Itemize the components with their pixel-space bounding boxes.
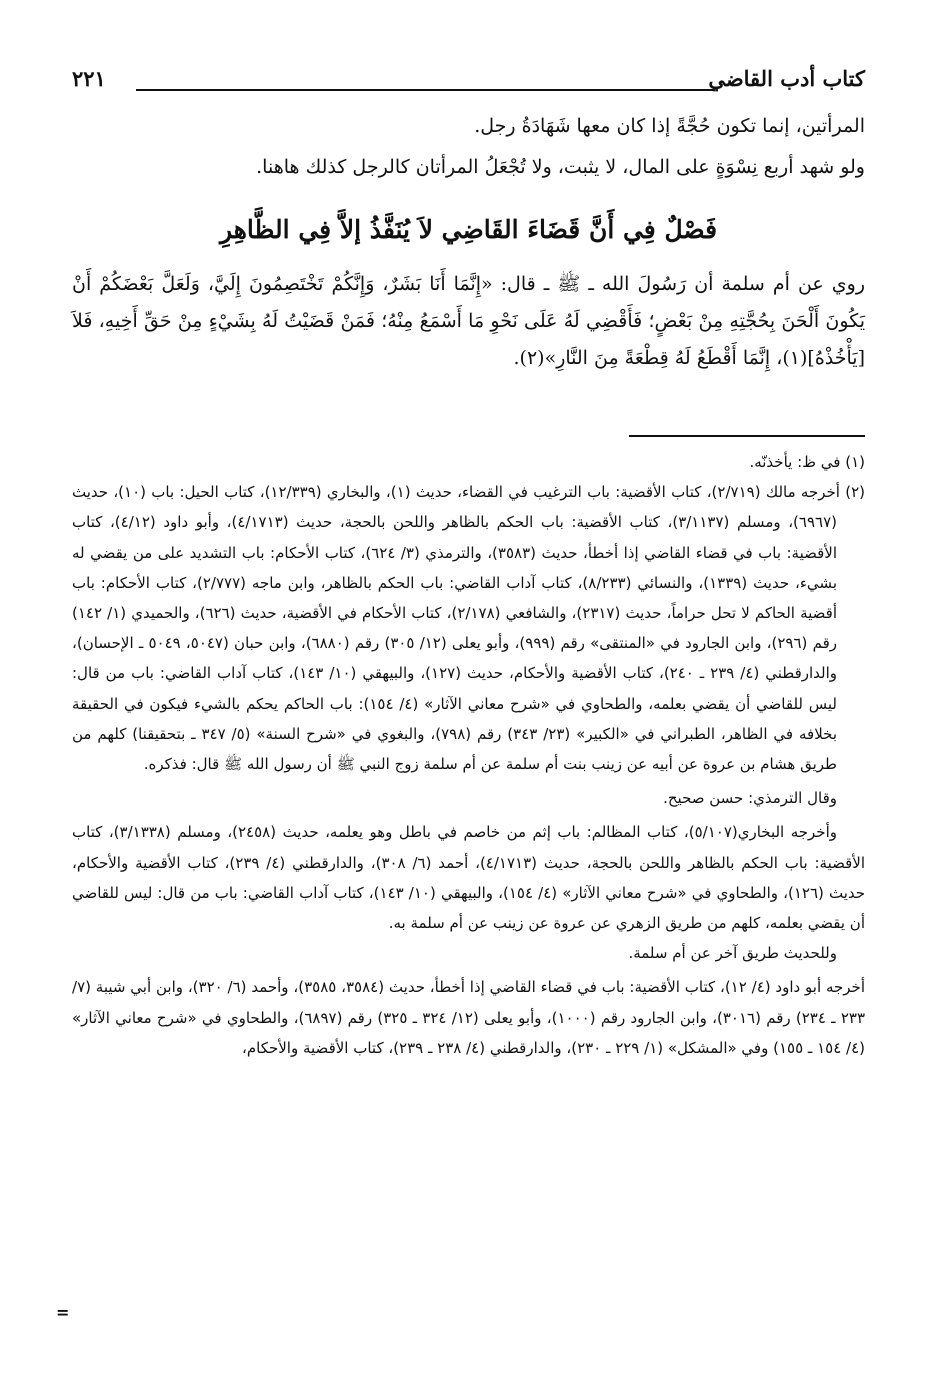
page-content (72, 62, 865, 1347)
footnote-abudawud-paragraph: أخرجه أبو داود (٤/ ١٢)، كتاب الأقضية: باب في قضاء القاضي إذا أخطأ، حديث (٣٥٨٤، ٣٥٨٥)، وأحمد (٦/ ٣٢٠)، وابن أبي شيبة (٧/ ٢٣٣ ـ ٢٣٤) رقم (٣٠١٦)، وابن الجارود رقم (١٠٠٠)، وأبو يعلى (١٢/ ٣٢٤ ـ ٣٢٥) رقم (٦٨٩٧)، والطحاوي في «شرح معاني الآثار» (٤/ ١٥٤ ـ ١٥٥) وفي «المشكل» (١/ ٢٢٩ ـ ٢٣٠)، والدارقطني (٤/ ٢٣٨ ـ ٢٣٩)، كتاب الأقضية والأحكام، (72, 978, 866, 1057)
running-header (72, 62, 865, 106)
footnote-1: (١) في ظ: يأخذنّه. (749, 453, 865, 471)
footnote-bukhari-paragraph: وأخرجه البخاري(٥/١٠٧)، كتاب المظالم: باب إثم من خاصم في باطل وهو يعلمه، حديث (٢٤٥٨)، ومسلم (٣/١٣٣٨)، كتاب الأقضية: باب الحكم بالظاهر واللحن بالحجة، حديث (٤/١٧١٣)، أحمد (٦/ ٣٠٨)، والدارقطني (٤/ ٢٣٩)، كتاب الأقضية والأحكام، حديث (١٢٦)، والطحاوي في «شرح معاني الآثار» (٤/ ١٥٤)، والبيهقي (١٠/ ١٤٣)، كتاب آداب القاضي: باب من قال: ليس للقاضي أن يقضي بعلمه، كلهم من طريق الزهري عن عروة عن زينب عن أم سلمة به. (72, 823, 866, 933)
footnote-tirmidhi-note: وقال الترمذي: حسن صحيح. (663, 789, 837, 808)
continuation-mark: = (56, 1303, 70, 1322)
hadith-paragraph: روي عن أم سلمة أن رَسُولَ الله ـ ﷺ ـ قال: «إِنَّمَا أَنَا بَشَرٌ، وَإِنَّكُمْ تَخْتَصِمُونَ إِلَيَّ، وَلَعَلَّ بَعْضَكُمْ أَنْ يَكُونَ أَلْحَنَ بِحُجَّتِهِ مِنْ بَعْضٍ؛ فَأَقْضِي لَهُ عَلَى نَحْوِ مَا أَسْمَعُ مِنْهُ؛ فَمَنْ قَضَيْتُ لَهُ بِشَيْءٍ مِنْ حَقِّ أَخِيهِ، فَلاَ [يَأْخُذْهُ](١)، إِنَّمَا أَقْطَعُ لَهُ قِطْعَةً مِنَ النَّارِ»(٢). (72, 273, 865, 369)
section-heading: فَصْلٌ فِي أَنَّ قَضَاءَ القَاضِي لاَ يُنَفَّذُ إلاَّ فِي الظَّاهِرِ (219, 215, 718, 244)
footnote-other-route: وللحديث طريق آخر عن أم سلمة. (628, 944, 837, 963)
header-rule (136, 89, 715, 91)
footnote-2: (٢) أخرجه مالك (٢/٧١٩)، كتاب الأقضية: باب الترغيب في القضاء، حديث (١)، والبخاري (١٢/٣٣٩)، كتاب الحيل: باب (١٠)، حديث (٦٩٦٧)، ومسلم (٣/١١٣٧)، كتاب الأقضية: باب الحكم بالظاهر واللحن بالحجة، حديث (٤/١٧١٣)، وأبو داود (٤/١٢)، كتاب الأقضية: باب في قضاء القاضي إذا أخطأ، حديث (٣٥٨٣)، والترمذي (٣/ ٦٢٤)، كتاب الأحكام: باب التشديد على من يقضي له بشيء، حديث (١٣٣٩)، والنسائي (٨/٢٣٣)، كتاب آداب القاضي: باب الحكم بالظاهر، وابن ماجه (٢/٧٧٧)، كتاب الأحكام: باب أقضية الحاكم لا تحل حراماً، حديث (٢٣١٧)، والشافعي (٢/١٧٨)، كتاب الأحكام في الأقضية، حديث (٦٢٦)، والحميدي (١/ ١٤٢) رقم (٢٩٦)، وابن الجارود في «المنتقى» رقم (٩٩٩)، وأبو يعلى (١٢/ ٣٠٥) رقم (٦٨٨٠)، وابن حبان (٥٠٤٧، ٥٠٤٩ ـ الإحسان)، والدارقطني (٤/ ٢٣٩ ـ ٢٤٠)، كتاب الأقضية والأحكام، حديث (١٢٧)، والبيهقي (١٠/ ١٤٣)، كتاب آداب القاضي: باب من قال: ليس للقاضي أن يقضي بعلمه، والطحاوي في «شرح معاني الآثار» (٤/ ١٥٤): باب الحاكم يحكم بالشيء فيكون في الحقيقة بخلافه في الظاهر، الطبراني في «الكبير» (٢٣/ ٣٤٣) رقم (٧٩٨)، والبغوي في «شرح السنة» (٥/ ٣٤٧ ـ بتحقيقنا) كلهم من طريق هشام بن عروة عن أبيه عن زينب بنت أم سلمة عن أم سلمة زوج النبي ﷺ أن رسول الله ﷺ قال: فذكره. (72, 483, 866, 774)
page-number: ٢٢١ (72, 66, 106, 91)
running-title: كتاب أدب القاضي (708, 66, 865, 91)
body-paragraph: المرأتين، إنما تكون حُجَّةً إذا كان معها شَهَادَةُ رجل. (474, 115, 865, 137)
body-paragraph: ولو شهد أربع نِسْوَةٍ على المال، لا يثبت، ولا تُجْعَلُ المرأتان كالرجل كذلك هاهنا. (256, 156, 865, 178)
footnotes (72, 447, 865, 1063)
footnote-separator (629, 435, 865, 437)
